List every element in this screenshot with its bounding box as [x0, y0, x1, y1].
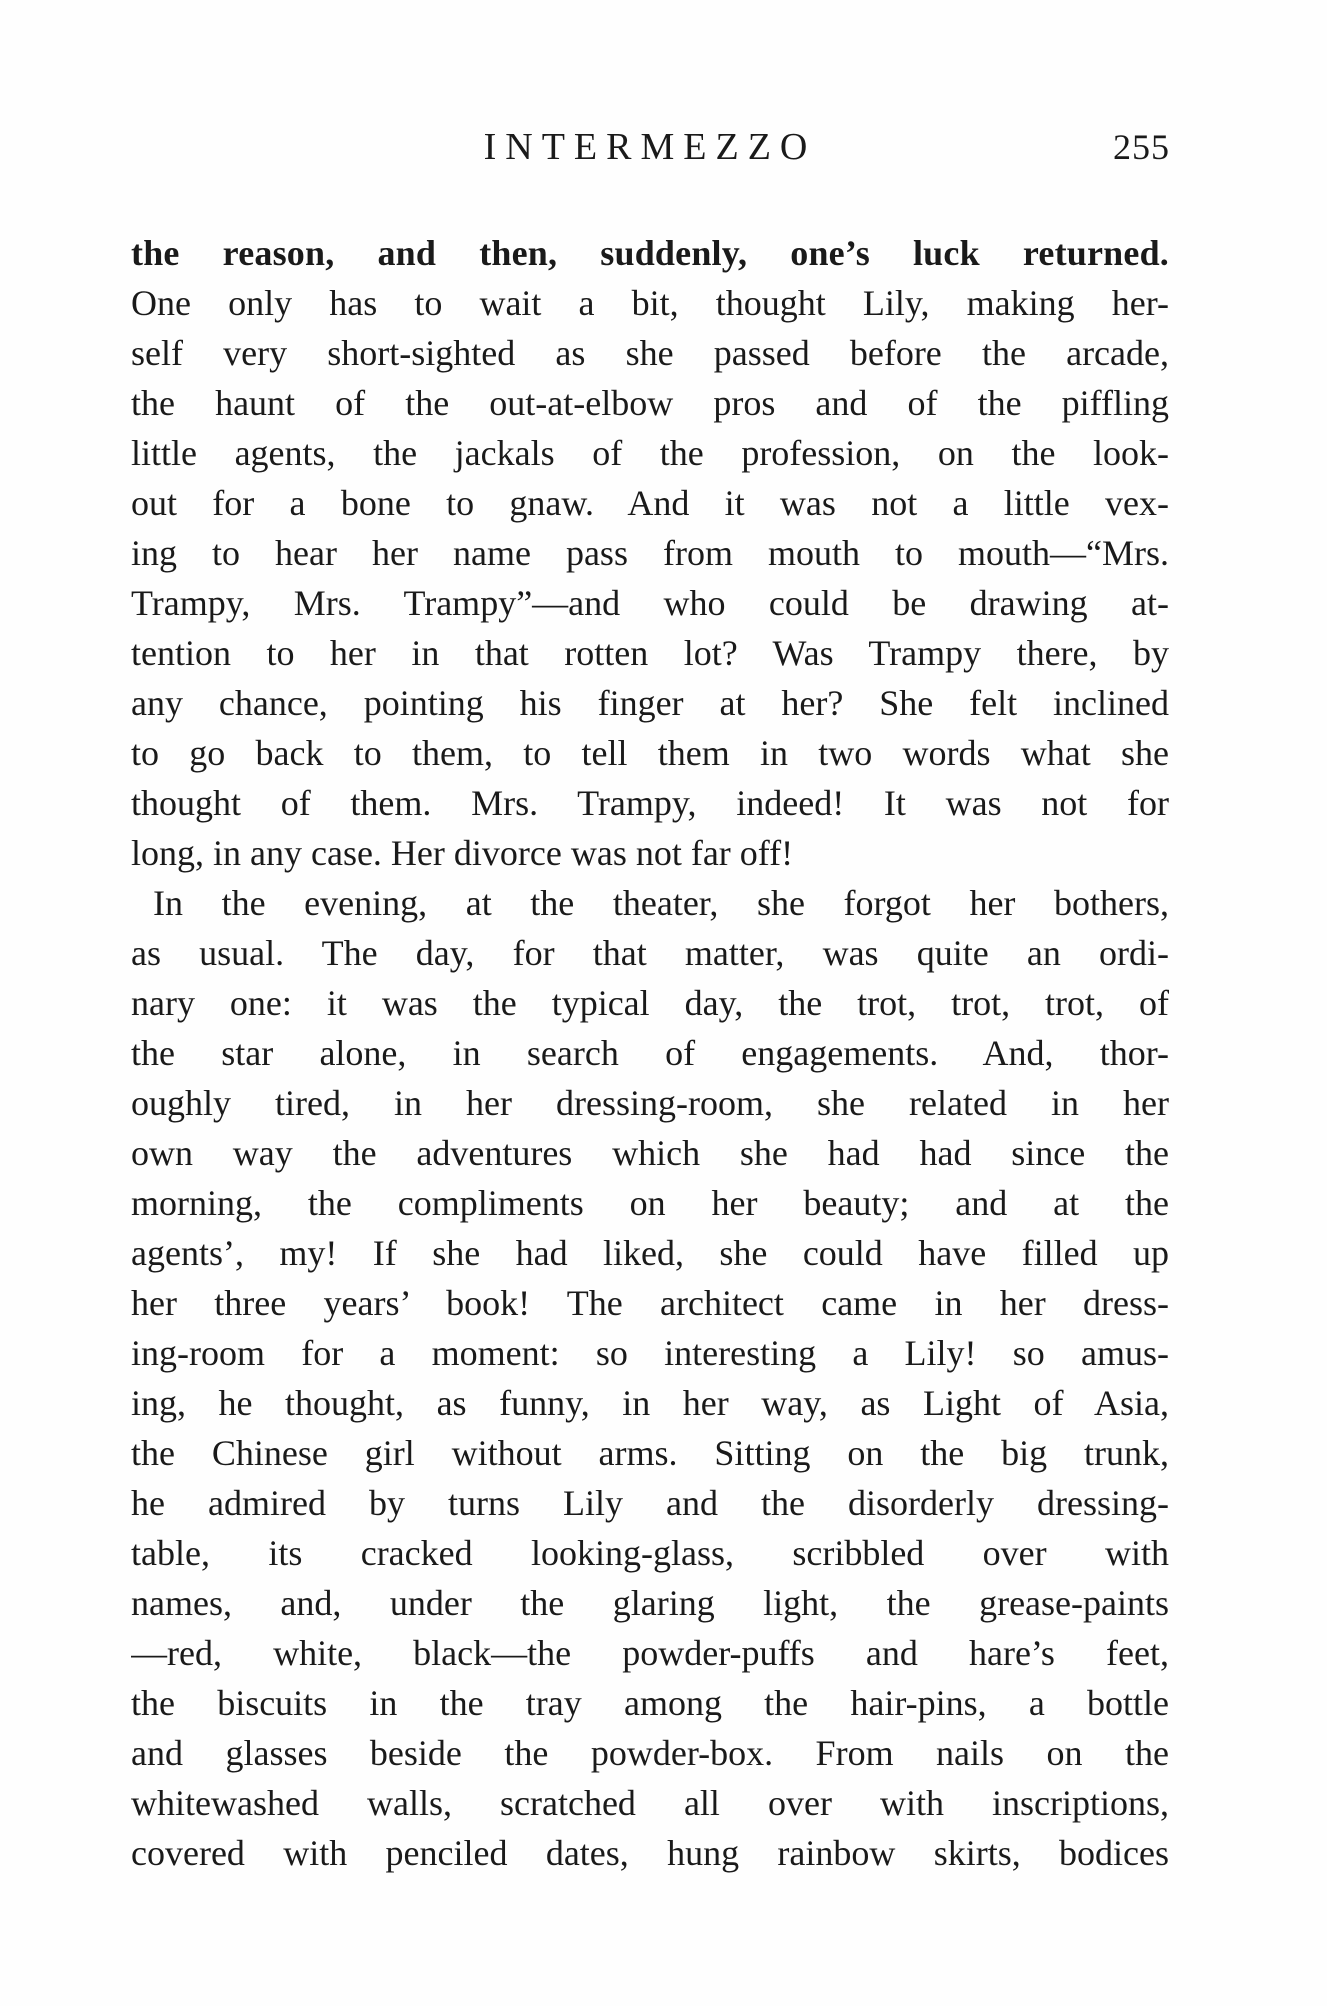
text-line: and glasses beside the powder-box. From nails on the: [131, 1733, 1169, 1773]
text-line: names, and, under the glaring light, the grease-paints: [131, 1583, 1169, 1623]
text-line: the star alone, in search of engagements. And, thor-: [131, 1033, 1169, 1073]
text-line: little agents, the jackals of the profession, on the look-: [131, 433, 1169, 473]
text-line: nary one: it was the typical day, the trot, trot, trot, of: [131, 983, 1169, 1023]
text-line: One only has to wait a bit, thought Lily, making her-: [131, 283, 1169, 323]
text-line: oughly tired, in her dressing-room, she related in her: [131, 1083, 1169, 1123]
text-line: as usual. The day, for that matter, was quite an ordi-: [131, 933, 1169, 973]
body-text: [131, 228, 1169, 1878]
page-number: 255: [1113, 127, 1170, 167]
paragraph-end-line: long, in any case. Her divorce was not far off!: [131, 833, 794, 873]
text-line: the haunt of the out-at-elbow pros and of the piffling: [131, 383, 1169, 423]
text-line: the reason, and then, suddenly, one’s luck returned.: [131, 233, 1169, 273]
text-line: the Chinese girl without arms. Sitting on the big trunk,: [131, 1433, 1169, 1473]
text-line: ing-room for a moment: so interesting a Lily! so amus-: [131, 1333, 1169, 1373]
text-line: own way the adventures which she had had since the: [131, 1133, 1169, 1173]
text-line: to go back to them, to tell them in two words what she: [131, 733, 1169, 773]
text-line: self very short-sighted as she passed before the arcade,: [131, 333, 1169, 373]
text-line: whitewashed walls, scratched all over with inscriptions,: [131, 1783, 1169, 1823]
text-line: Trampy, Mrs. Trampy”—and who could be drawing at-: [131, 583, 1169, 623]
text-line: table, its cracked looking-glass, scribbled over with: [131, 1533, 1169, 1573]
text-line: her three years’ book! The architect came in her dress-: [131, 1283, 1169, 1323]
paragraph-start-line: In the evening, at the theater, she forgot her bothers,: [153, 883, 1169, 923]
text-line: —red, white, black—the powder-puffs and hare’s feet,: [131, 1633, 1169, 1673]
running-head: [130, 122, 1170, 172]
text-line: out for a bone to gnaw. And it was not a little vex-: [131, 483, 1169, 523]
text-line: ing, he thought, as funny, in her way, as Light of Asia,: [131, 1383, 1169, 1423]
text-line: the biscuits in the tray among the hair-pins, a bottle: [131, 1683, 1169, 1723]
text-line: he admired by turns Lily and the disorderly dressing-: [131, 1483, 1169, 1523]
text-line: any chance, pointing his finger at her? She felt inclined: [131, 683, 1169, 723]
running-title: INTERMEZZO: [483, 126, 817, 168]
text-line: agents’, my! If she had liked, she could have filled up: [131, 1233, 1169, 1273]
text-line: morning, the compliments on her beauty; and at the: [131, 1183, 1169, 1223]
text-line: ing to hear her name pass from mouth to mouth—“Mrs.: [131, 533, 1169, 573]
text-line: tention to her in that rotten lot? Was Trampy there, by: [131, 633, 1169, 673]
text-line: covered with penciled dates, hung rainbow skirts, bodices: [131, 1833, 1169, 1873]
text-line: thought of them. Mrs. Trampy, indeed! It was not for: [131, 783, 1169, 823]
